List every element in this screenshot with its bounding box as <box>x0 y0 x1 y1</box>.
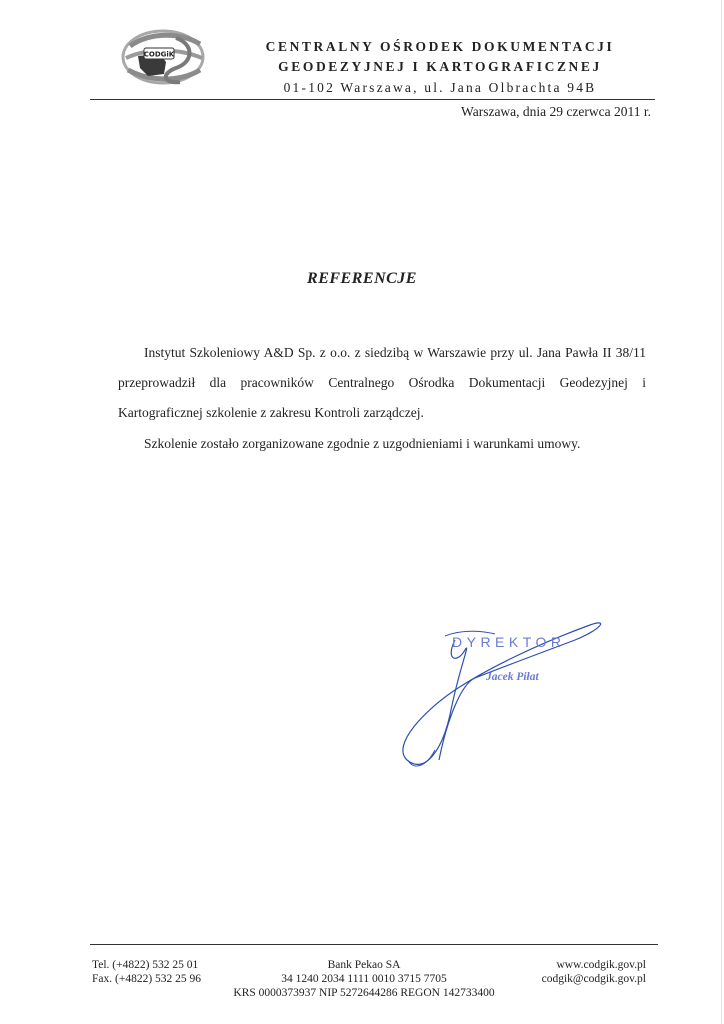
organization-header <box>230 37 650 99</box>
footer-email[interactable]: codgik@codgik.gov.pl <box>541 973 646 985</box>
footer-website[interactable]: www.codgik.gov.pl <box>556 959 646 971</box>
body-paragraph-1: Instytut Szkoleniowy A&D Sp. z o.o. z siedzibą w Warszawie przy ul. Jana Pawła II 38/11 przeprowadził dla pracowników Centralnego Ośrodka Dokumentacji Geodezyjnej i Kartograficznej szkolenie z zakresu Kontroli zarządczej. <box>118 345 646 420</box>
stamp-title: DYREKTOR <box>452 634 566 650</box>
footer-tel: Tel. (+4822) 532 25 01 <box>92 959 199 971</box>
scan-edge <box>721 0 722 1024</box>
footer-registry: KRS 0000373937 NIP 5272644286 REGON 142733400 <box>233 987 495 999</box>
footer-account: 34 1240 2034 1111 0010 3715 7705 <box>281 973 447 985</box>
footer-web <box>542 958 646 986</box>
footer-bank-name: Bank Pekao SA <box>327 959 401 971</box>
org-name-line2: GEODEZYJNEJ I KARTOGRAFICZNEJ <box>278 59 602 74</box>
body-paragraph-2: Szkolenie zostało zorganizowane zgodnie z uzgodnieniami i warunkami umowy. <box>144 436 581 451</box>
signature <box>385 600 615 780</box>
document-title: REFERENCJE <box>307 270 417 287</box>
codgik-logo <box>120 28 206 86</box>
svg-text:CODGiK: CODGiK <box>143 50 175 59</box>
stamp-name: Jacek Piłat <box>486 671 539 683</box>
footer-fax: Fax. (+4822) 532 25 96 <box>92 973 202 985</box>
org-address: 01-102 Warszawa, ul. Jana Olbrachta 94B <box>283 80 597 95</box>
footer-bank <box>180 958 548 1000</box>
org-name-line1: CENTRALNY OŚRODEK DOKUMENTACJI <box>265 39 615 54</box>
document-date: Warszawa, dnia 29 czerwca 2011 r. <box>461 104 651 119</box>
footer-divider <box>90 944 658 945</box>
header-divider <box>90 99 655 100</box>
